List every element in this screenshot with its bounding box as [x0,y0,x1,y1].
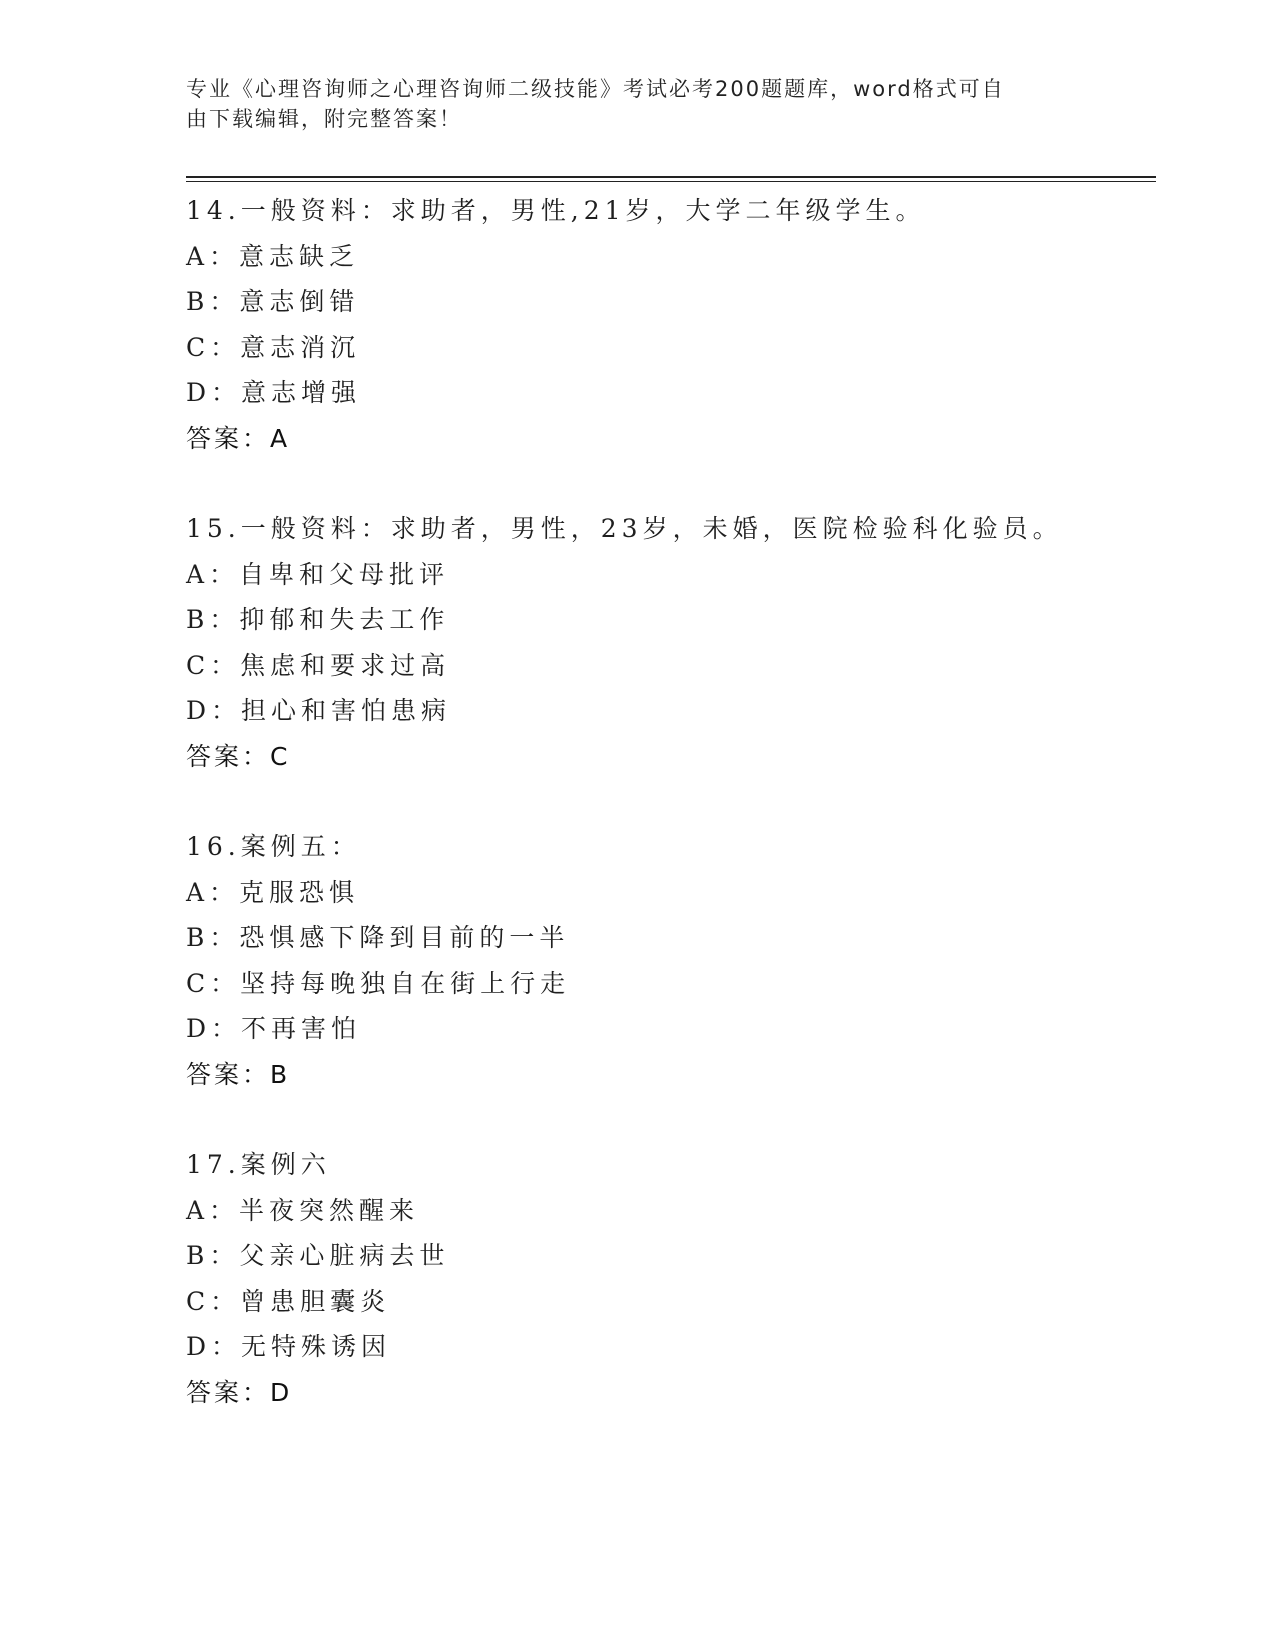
option-d: D：担心和害怕患病 [186,696,452,725]
option-a: A：自卑和父母批评 [186,559,450,589]
header-line-1: 专业《心理咨询师之心理咨询师二级技能》考试必考200题题库，word格式可自 [186,77,1005,101]
question-stem: 17.案例六 [186,1150,331,1179]
question-stem: 15.一般资料：求助者，男性，23岁，未婚，医院检验科化验员。 [186,514,1063,543]
question-15 [186,506,1146,779]
header-line-2: 由下载编辑，附完整答案！ [186,107,462,131]
option-b: B：抑郁和失去工作 [186,605,450,634]
answer-line: 答案：C [186,741,291,771]
option-a: A：克服恐惧 [186,877,360,907]
document-header [186,74,1066,134]
option-b: B：父亲心脏病去世 [186,1241,450,1270]
option-d: D：不再害怕 [186,1014,362,1043]
option-b: B：恐惧感下降到目前的一半 [186,923,570,952]
option-a: A：意志缺乏 [186,241,360,271]
option-c: C：曾患胆囊炎 [186,1286,391,1316]
answer-line: 答案：B [186,1059,291,1089]
option-b: B：意志倒错 [186,287,360,316]
option-c: C：焦虑和要求过高 [186,650,451,680]
option-d: D：无特殊诱因 [186,1332,392,1361]
header-divider [186,176,1156,182]
answer-line: 答案：A [186,423,291,453]
question-stem: 14.一般资料：求助者，男性,21岁，大学二年级学生。 [186,196,926,225]
question-stem: 16.案例五： [186,832,361,861]
option-c: C：坚持每晚独自在街上行走 [186,968,571,998]
option-d: D：意志增强 [186,378,362,407]
question-list [186,188,1146,1460]
option-c: C：意志消沉 [186,332,361,362]
question-16 [186,824,1146,1097]
answer-line: 答案：D [186,1377,293,1407]
option-a: A：半夜突然醒来 [186,1195,420,1225]
question-14 [186,188,1146,461]
question-17 [186,1142,1146,1415]
